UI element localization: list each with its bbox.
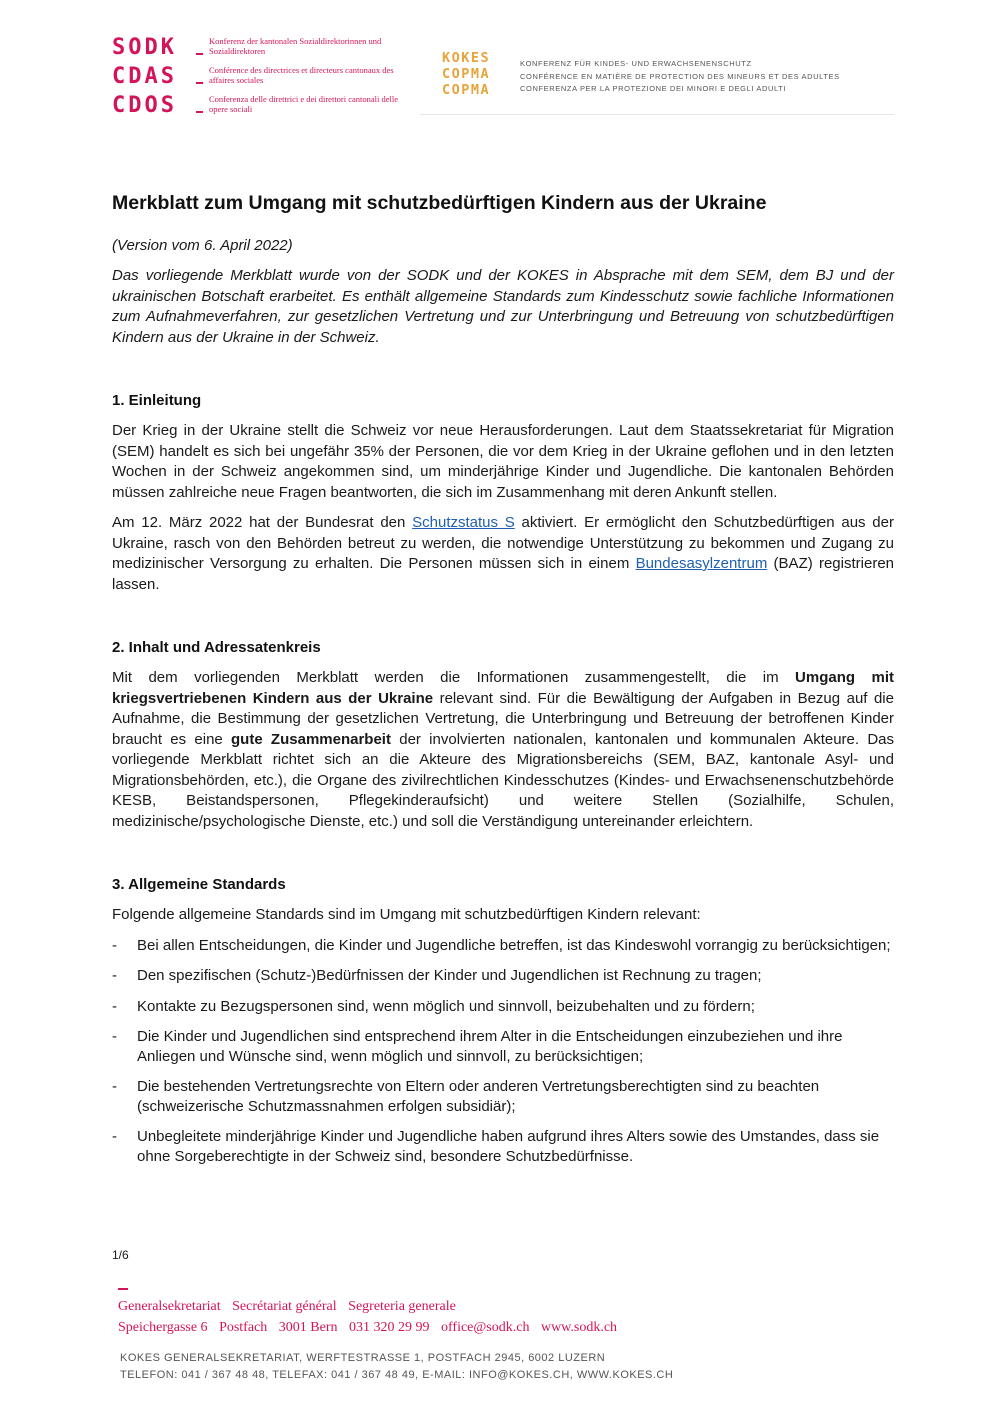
bullet-dash: - — [112, 1128, 117, 1145]
list-item — [112, 1077, 894, 1116]
kokes-logo — [442, 50, 512, 98]
sodk-logo-block — [112, 36, 412, 123]
kokes-footer-line-2: TELEFON: 041 / 367 48 48, TELEFAX: 041 / 367 48 49, E-MAIL: INFO@KOKES.CH, WWW.KOKES.CH — [120, 1369, 674, 1381]
cdos-row — [112, 94, 412, 123]
section-3-lead: Folgende allgemeine Standards sind im Umgang mit schutzbedürftigen Kindern relevant: — [112, 906, 701, 923]
list-item — [112, 966, 894, 986]
kokes-name-fr: CONFÉRENCE EN MATIÈRE DE PROTECTION DES MINEURS ET DES ADULTES — [520, 71, 840, 81]
kokes-names — [520, 58, 900, 96]
section-2-heading: 2. Inhalt und Adressatenkreis — [112, 639, 321, 656]
list-item — [112, 1127, 894, 1166]
schutzstatus-s-link[interactable]: Schutzstatus S — [412, 514, 515, 531]
bullet-dash: - — [112, 936, 117, 954]
document-body — [112, 192, 894, 1177]
text-run: (BAZ) registrieren lassen. — [112, 555, 895, 593]
header-divider — [420, 114, 894, 115]
sodk-letters: SODK — [112, 35, 177, 60]
sodk-dash — [196, 53, 203, 55]
list-item-text: Die Kinder und Jugendlichen sind entsprechend ihrem Alter in die Entscheidungen einzubeziehen und ihre Anliegen und Wünsche sind, wenn möglich und sinnvoll, zu berücksichtigen; — [137, 1028, 843, 1065]
footer-item: Secrétariat général — [232, 1299, 337, 1314]
text-run: Mit dem vorliegenden Merkblatt werden die Informationen zusammengestellt, die im — [112, 669, 796, 686]
section-1-paragraph-2 — [112, 513, 894, 595]
list-item-text: Unbegleitete minderjährige Kinder und Jugendliche haben aufgrund ihres Alters sowie des Umstandes, dass sie ohne Sorgeberechtigte in der Schweiz sind, besondere Schutzbedürfnisse. — [137, 1128, 880, 1165]
cdas-row — [112, 65, 412, 94]
bullet-dash: - — [112, 1078, 117, 1095]
list-item — [112, 1027, 894, 1066]
sodk-row — [112, 36, 412, 65]
footer-item: Generalsekretariat — [118, 1299, 221, 1314]
footer-email: office@sodk.ch — [441, 1320, 530, 1335]
document-title: Merkblatt zum Umgang mit schutzbedürftigen Kindern aus der Ukraine — [112, 192, 767, 214]
sodk-footer-address — [118, 1296, 625, 1338]
list-item — [112, 936, 894, 956]
page-number: 1/6 — [112, 1248, 129, 1262]
section-1-heading: 1. Einleitung — [112, 392, 202, 409]
footer-website: www.sodk.ch — [540, 1320, 618, 1335]
kokes-footer-address — [120, 1350, 673, 1384]
sodk-footer-line-1 — [118, 1296, 625, 1317]
footer-item: Postfach — [219, 1320, 268, 1335]
cdos-letters: CDOS — [112, 93, 177, 118]
kokes-logo-line: COPMA — [442, 66, 491, 82]
text-run: der involvierten nationalen, kantonalen und kommunalen Akteure. Das vorliegende Merkblatt richtet sich an die Akteure des Migrationsbereichs (SEM, BAZ, kantonale Asyl- und Migrationsbehörden, etc.), die Organe des zivilrechtlichen Kindesschutzes (Kindes- und Erwachsenenschutzbehörde KESB, Beistandspersonen, Pflegekinderaufsicht) und weitere Stellen (Sozialhilfe, Schulen, medizinische/psychologische Dienste, etc.) und soll die Verständigung untereinander erleichtern. — [112, 730, 894, 830]
bold-run: Umgang mit kriegsvertriebenen Kindern aus der Ukraine — [112, 669, 894, 707]
bold-run: gute Zusammenarbeit — [231, 730, 391, 748]
kokes-name-de: KONFERENZ FÜR KINDES- UND ERWACHSENENSCHUTZ — [520, 59, 752, 68]
kokes-name-it: CONFERENZA PER LA PROTEZIONE DEI MINORI E DEGLI ADULTI — [520, 84, 787, 93]
list-item-text: Die bestehenden Vertretungsrechte von Eltern oder anderen Vertretungsberechtigten sind zu beachten (schweizerische Schutzmassnahmen erfolgen subsidiär); — [137, 1078, 820, 1115]
footer-item: 3001 Bern — [278, 1320, 338, 1335]
footer-item: Segreteria generale — [348, 1299, 456, 1314]
bullet-dash: - — [112, 967, 117, 984]
section-1-paragraph-1: Der Krieg in der Ukraine stellt die Schweiz vor neue Herausforderungen. Laut dem Staatssekretariat für Migration (SEM) handelt es sich bei ungefähr 35% der Personen, die vor dem Krieg in der Ukraine geflohen und in den letzten Wochen in der Schweiz angekommen sind, um minderjährige Kinder und Jugendliche. Die kantonalen Behörden müssen zahlreiche neue Fragen beantworten, die sich im Zusammenhang mit deren Ankunft stellen. — [112, 422, 894, 501]
cdas-dash — [196, 82, 203, 84]
document-intro: Das vorliegende Merkblatt wurde von der SODK und der KOKES in Absprache mit dem SEM, dem BJ und der ukrainischen Botschaft erarbeitet. Es enthält allgemeine Standards zum Kindesschutz sowie fachliche Informationen zum Aufnahmeverfahren, zur gesetzlichen Vertretung und zur Unterbringung und Betreuung von schutzbedürftigen Kindern aus der Ukraine in der Schweiz. — [112, 267, 894, 346]
cdos-text: Conferenza delle direttrici e dei direttori cantonali delle opere sociali — [209, 94, 399, 114]
bullet-dash: - — [112, 1028, 117, 1045]
kokes-logo-line: KOKES — [442, 50, 491, 66]
footer-item: Speichergasse 6 — [118, 1320, 208, 1335]
kokes-logo-line: COPMA — [442, 82, 491, 98]
text-run: Am 12. März 2022 hat der Bundesrat den — [112, 514, 413, 531]
sodk-text: Konferenz der kantonalen Sozialdirektorinnen und Sozialdirektoren — [209, 36, 382, 56]
cdas-letters: CDAS — [112, 64, 177, 89]
list-item-text: Den spezifischen (Schutz-)Bedürfnissen der Kinder und Jugendlichen ist Rechnung zu tragen; — [137, 967, 762, 984]
cdas-text: Conférence des directrices et directeurs cantonaux des affaires sociales — [209, 65, 394, 85]
bullet-dash: - — [112, 997, 117, 1015]
bundesasylzentrum-link[interactable]: Bundesasylzentrum — [635, 555, 768, 572]
text-run: aktiviert. Er ermöglicht den Schutzbedürftigen aus der Ukraine, rasch von den Behörden betreut zu werden, die notwendige Unterstützung zu bekommen und Zugang zu medizinischer Versorgung zu erhalten. Die Personen müssen sich in einem — [112, 514, 894, 572]
kokes-footer-line-1: KOKES GENERALSEKRETARIAT, WERFTESTRASSE 1, POSTFACH 2945, 6002 LUZERN — [120, 1352, 606, 1364]
sodk-footer-line-2 — [118, 1317, 625, 1338]
cdos-dash — [196, 111, 203, 113]
footer-red-mark — [118, 1288, 128, 1290]
list-item-text: Bei allen Entscheidungen, die Kinder und Jugendliche betreffen, ist das Kindeswohl vorrangig zu berücksichtigen; — [137, 936, 891, 954]
section-gap — [112, 605, 894, 639]
list-item — [112, 997, 894, 1017]
section-gap — [112, 842, 894, 876]
list-item-text: Kontakte zu Bezugspersonen sind, wenn möglich und sinnvoll, beizubehalten und zu fördern; — [137, 997, 755, 1015]
footer-item: 031 320 29 99 — [349, 1320, 430, 1335]
section-3-heading: 3. Allgemeine Standards — [112, 876, 286, 893]
section-2-paragraph — [112, 668, 894, 832]
standards-list — [112, 936, 894, 1167]
text-run: relevant sind. Für die Bewältigung der Aufgaben in Bezug auf die Aufnahme, die Bestimmung der gesetzlichen Vertretung, die Unterbringung und Betreuung der betroffenen Kinder braucht es eine — [112, 689, 894, 748]
document-version: (Version vom 6. April 2022) — [112, 237, 293, 254]
